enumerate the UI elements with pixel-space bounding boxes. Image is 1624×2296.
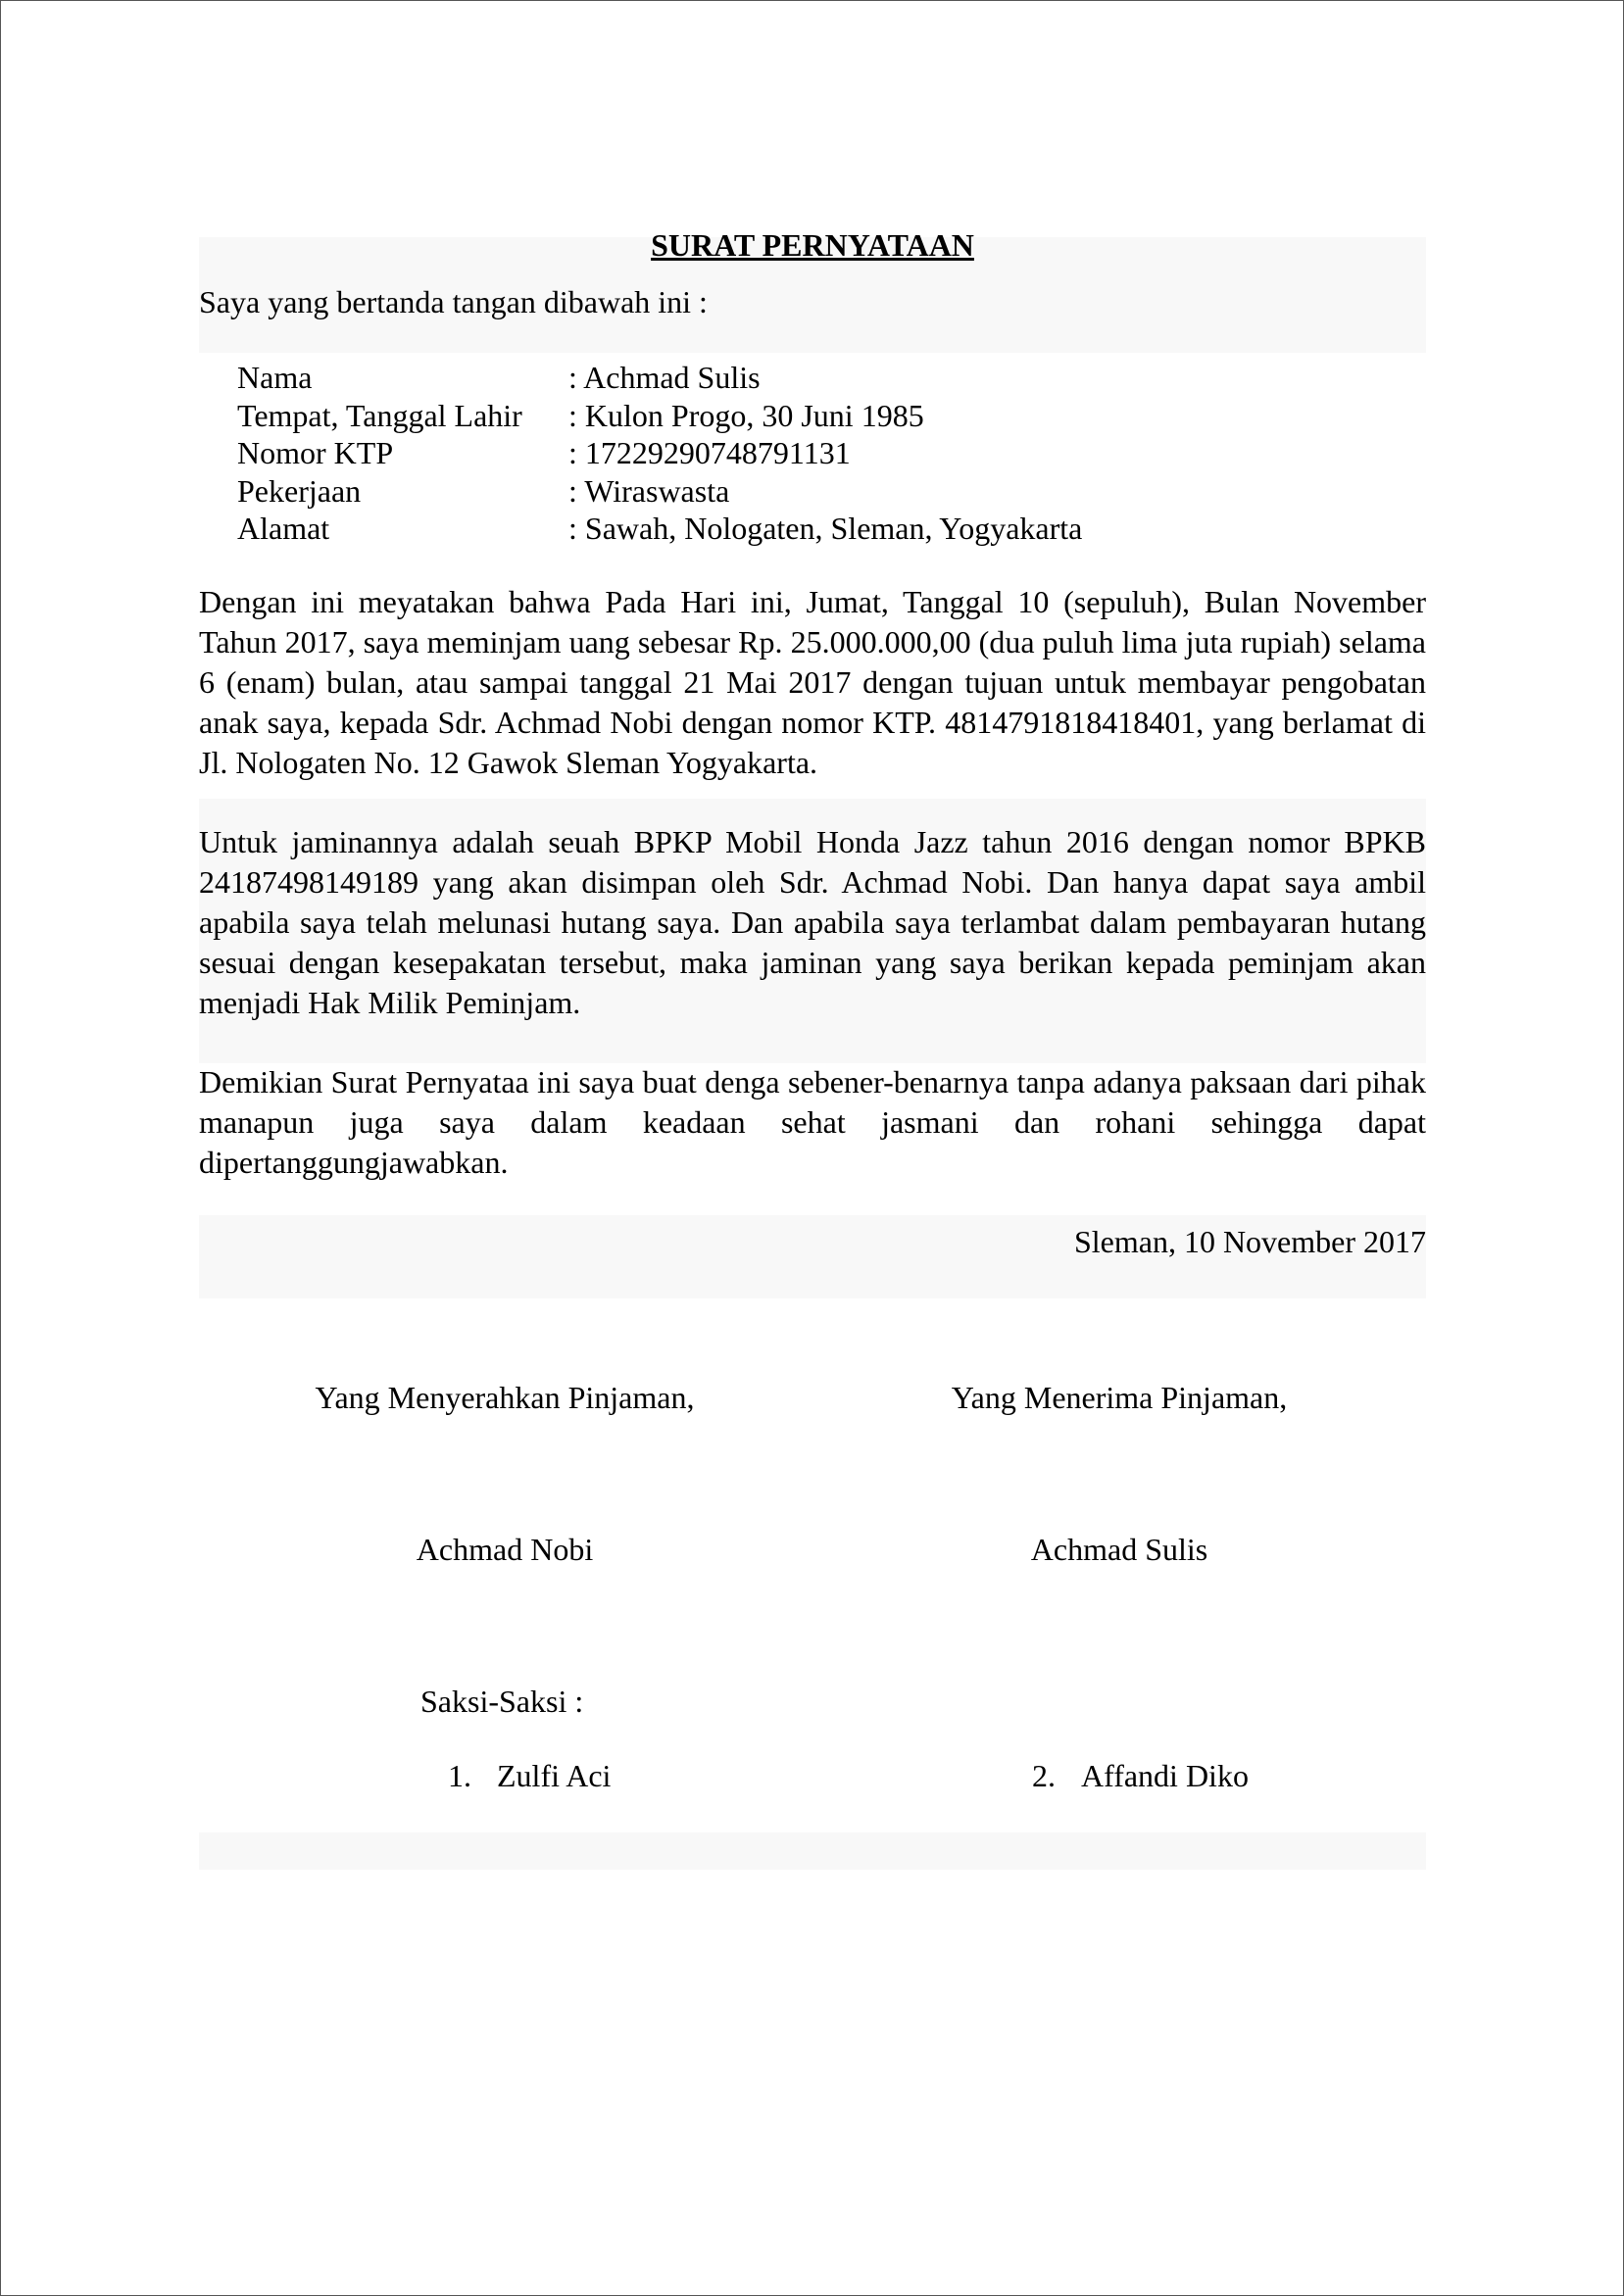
collateral-paragraph: Untuk jaminannya adalah seuah BPKP Mobil Honda Jazz tahun 2016 dengan nomor BPKB 24187498149189 yang akan disimpan oleh Sdr. Achmad Nobi. Dan hanya dapat saya ambil apabila saya telah melunasi hutang saya. Dan apabila saya terlambat dalam pembayaran hutang sesuai dengan kesepakatan tersebut, maka jaminan yang saya berikan kepada peminjam akan menjadi Hak Milik Peminjam. <box>199 823 1426 1020</box>
identity-row <box>237 510 1426 548</box>
identity-label: Tempat, Tanggal Lahir <box>237 397 522 433</box>
identity-label: Nama <box>237 360 313 395</box>
witness-number: 1. <box>448 1758 471 1793</box>
witness-name: Affandi Diko <box>1081 1758 1249 1793</box>
signature-name-left: Achmad Nobi <box>416 1532 594 1567</box>
witness-item <box>1032 1756 1249 1796</box>
identity-table <box>237 359 1426 548</box>
witness-number: 2. <box>1032 1758 1056 1793</box>
identity-value: : Wiraswasta <box>568 472 730 509</box>
identity-row <box>237 472 1426 511</box>
document-title: SURAT PERNYATAAN <box>651 227 974 263</box>
identity-row <box>237 434 1426 472</box>
identity-row <box>237 359 1426 397</box>
signature-left <box>294 1378 715 1570</box>
identity-label: Nomor KTP <box>237 435 394 470</box>
signature-right <box>923 1378 1315 1570</box>
closing-paragraph: Demikian Surat Pernyataa ini saya buat denga sebener-benarnya tanpa adanya paksaan dari pihak manapun juga saya dalam keadaan sehat jasmani dan rohani sehingga dapat dipertanggungjawabkan. <box>199 1063 1426 1180</box>
identity-value: : Sawah, Nologaten, Sleman, Yogyakarta <box>568 511 1083 546</box>
shade-block <box>199 1832 1426 1870</box>
witness-name: Zulfi Aci <box>497 1758 612 1793</box>
identity-label: Pekerjaan <box>237 472 362 509</box>
signature-name-right: Achmad Sulis <box>1030 1532 1208 1567</box>
witness-label: Saksi-Saksi : <box>420 1684 584 1719</box>
witness-item <box>448 1756 611 1796</box>
identity-value: : Achmad Sulis <box>568 360 761 395</box>
identity-row <box>237 397 1426 435</box>
signature-role-right: Yang Menerima Pinjaman, <box>951 1380 1288 1415</box>
identity-label: Alamat <box>237 511 330 546</box>
statement-paragraph: Dengan ini meyatakan bahwa Pada Hari ini, Jumat, Tanggal 10 (sepuluh), Bulan November Tahun 2017, saya meminjam uang sebesar Rp. 25.000.000,00 (dua puluh lima juta rupiah) selama 6 (enam) bulan, atau sampai tanggal 21 Mai 2017 dengan tujuan untuk membayar pengobatan anak saya, kepada Sdr. Achmad Nobi dengan nomor KTP. 4814791818418401, yang berlamat di Jl. Nologaten No. 12 Gawok Sleman Yogyakarta. <box>199 583 1426 780</box>
document-body <box>199 225 1426 1262</box>
intro-text: Saya yang bertanda tangan dibawah ini : <box>199 284 708 319</box>
identity-value: : Kulon Progo, 30 Juni 1985 <box>568 397 924 433</box>
signature-role-left: Yang Menyerahkan Pinjaman, <box>315 1380 695 1415</box>
place-date: Sleman, 10 November 2017 <box>1073 1223 1426 1259</box>
identity-value: : 17229290748791131 <box>568 435 851 470</box>
